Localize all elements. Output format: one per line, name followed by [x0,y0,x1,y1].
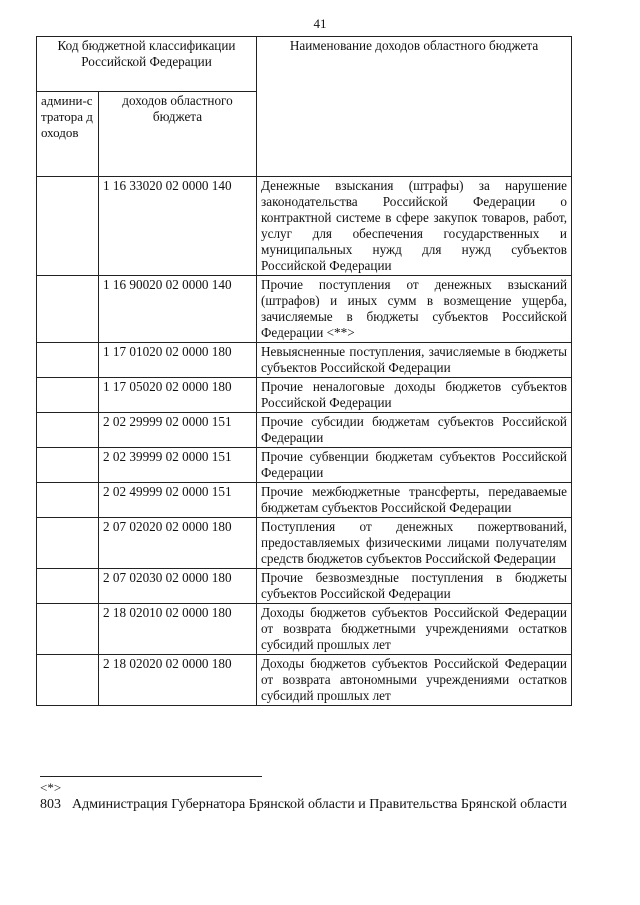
header-income-code [99,92,257,177]
income-name-cell [257,378,572,413]
footnote-text: Администрация Губернатора Брянской области и Правительства Брянской области [72,797,567,812]
administrator-code-cell [37,177,99,276]
income-code-cell: 1 17 05020 02 0000 180 [99,378,257,413]
income-name-cell [257,343,572,378]
income-code-cell: 2 07 02020 02 0000 180 [99,518,257,569]
table-row [37,378,572,413]
table-row [37,343,572,378]
income-name-text: Денежные взыскания (штрафы) за нарушение законодательства Российской Федерации о контрактной системе в сфере закупок товаров, работ, услуг для обеспечения государственных и муниципальных нужд для нужд субъектов Российской Федерации [261,178,567,273]
income-name-cell [257,655,572,706]
table-row [37,569,572,604]
income-code-cell: 1 16 90020 02 0000 140 [99,276,257,343]
administrator-code-cell [37,378,99,413]
table-row [37,177,572,276]
header-administrator-text: админи-стратора доходов [41,93,93,140]
income-code-cell: 1 16 33020 02 0000 140 [99,177,257,276]
header-income-name [257,37,572,177]
income-name-cell [257,483,572,518]
administrator-code-cell [37,518,99,569]
header-income-code-text: доходов областного бюджета [122,93,233,124]
table-row [37,413,572,448]
page-number: 41 [313,16,327,31]
income-name-cell [257,276,572,343]
income-name-cell [257,604,572,655]
table-row [37,448,572,483]
administrator-code-cell [37,276,99,343]
income-name-text: Прочие межбюджетные трансферты, передаваемые бюджетам субъектов Российской Федерации [261,484,567,515]
income-name-text: Прочие поступления от денежных взысканий (штрафов) и иных сумм в возмещение ущерба, зачисляемые в бюджеты субъектов Российской Федерации <**> [261,277,567,340]
table-row [37,483,572,518]
administrator-code-cell [37,343,99,378]
administrator-code-cell [37,448,99,483]
footnote-mark: <*> [40,780,62,795]
footnote-rule [40,776,262,777]
income-code-cell: 2 02 29999 02 0000 151 [99,413,257,448]
header-administrator [37,92,99,177]
income-name-text: Прочие неналоговые доходы бюджетов субъектов Российской Федерации [261,379,567,410]
income-name-text: Поступления от денежных пожертвований, предоставляемых физическими лицами получателям средств бюджетов субъектов Российской Федерации [261,519,567,566]
income-name-cell [257,518,572,569]
income-code-cell: 2 02 49999 02 0000 151 [99,483,257,518]
table-row [37,276,572,343]
income-name-cell [257,569,572,604]
income-name-text: Доходы бюджетов субъектов Российской Федерации от возврата автономными учреждениями остатков субсидий прошлых лет [261,656,567,703]
administrator-code-cell [37,569,99,604]
header-classification-code: Код бюджетной классификации Российской Федерации [37,37,257,92]
footnote-code: 803 [40,797,61,812]
income-code-cell: 1 17 01020 02 0000 180 [99,343,257,378]
income-name-text: Доходы бюджетов субъектов Российской Федерации от возврата бюджетными учреждениями остатков субсидий прошлых лет [261,605,567,652]
table-row [37,518,572,569]
income-name-text: Невыясненные поступления, зачисляемые в бюджеты субъектов Российской Федерации [261,344,567,375]
administrator-code-cell [37,483,99,518]
administrator-code-cell [37,604,99,655]
income-code-cell: 2 18 02020 02 0000 180 [99,655,257,706]
income-code-cell: 2 18 02010 02 0000 180 [99,604,257,655]
table-row [37,655,572,706]
table-header-row-1 [37,37,572,92]
header-income-name-text: Наименование доходов областного бюджета [289,38,539,53]
administrator-code-cell [37,655,99,706]
income-code-cell: 2 07 02030 02 0000 180 [99,569,257,604]
income-code-cell: 2 02 39999 02 0000 151 [99,448,257,483]
administrator-code-cell [37,413,99,448]
budget-income-table [36,36,572,706]
income-name-cell [257,177,572,276]
income-name-cell [257,413,572,448]
income-name-text: Прочие субвенции бюджетам субъектов Российской Федерации [261,449,567,480]
table-row [37,604,572,655]
income-name-cell [257,448,572,483]
income-name-text: Прочие безвозмездные поступления в бюджеты субъектов Российской Федерации [261,570,567,601]
income-name-text: Прочие субсидии бюджетам субъектов Российской Федерации [261,414,567,445]
